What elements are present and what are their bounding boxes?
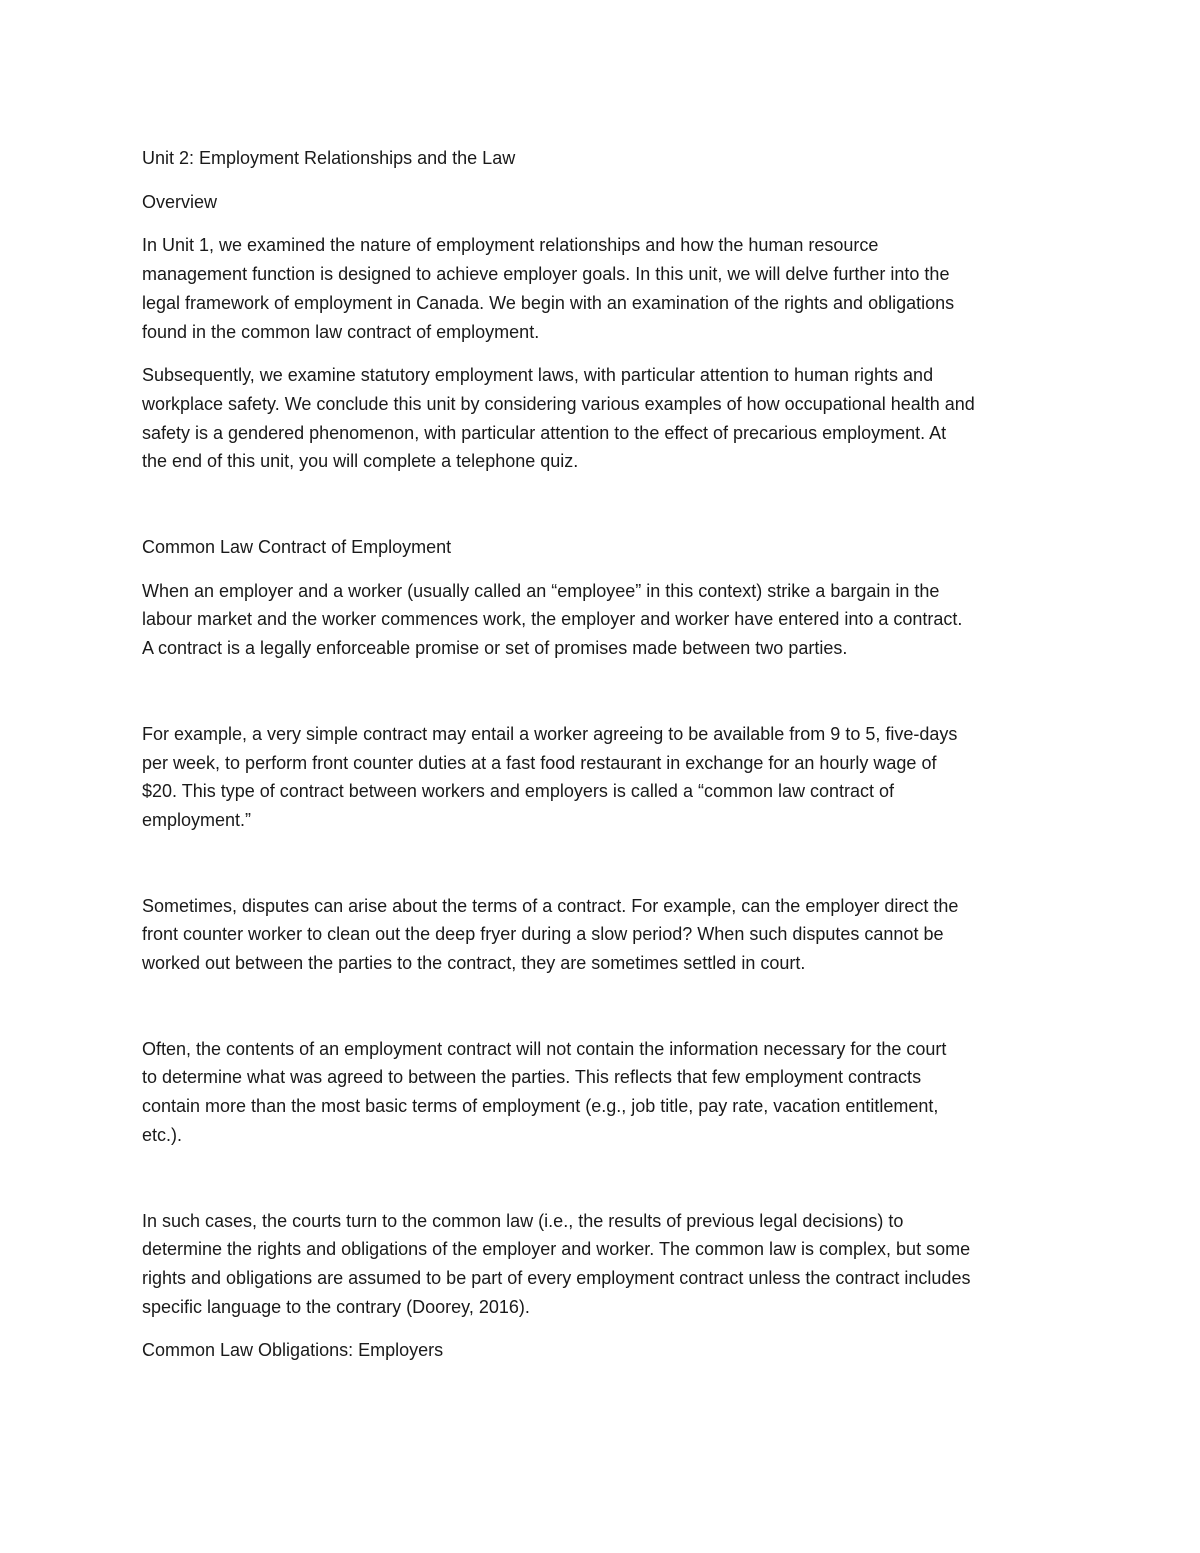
document-body — [142, 144, 1072, 1365]
contract-paragraph-4: Often, the contents of an employment contract will not contain the information necessary for the court to determine what was agreed to between the parties. This reflects that few employment contracts contain more than the most basic terms of employment (e.g., job title, pay rate, vacation entitlement, etc.). — [142, 1038, 947, 1145]
overview-paragraph-2: Subsequently, we examine statutory employment laws, with particular attention to human rights and workplace safety. We conclude this unit by considering various examples of how occupational health and safety is a gendered phenomenon, with particular attention to the effect of precarious employment. At the end of this unit, you will complete a telephone quiz. — [142, 365, 975, 472]
contract-paragraph-3: Sometimes, disputes can arise about the terms of a contract. For example, can the employer direct the front counter worker to clean out the deep fryer during a slow period? When such disputes cannot be worked out between the parties to the contract, they are sometimes settled in court. — [142, 895, 959, 974]
overview-heading: Overview — [142, 191, 218, 212]
contract-paragraph-1: When an employer and a worker (usually called an “employee” in this context) strike a bargain in the labour market and the worker commences work, the employer and worker have entered into a contract. A contract is a legally enforceable promise or set of promises made between two parties. — [142, 580, 963, 659]
contract-paragraph-2: For example, a very simple contract may entail a worker agreeing to be available from 9 to 5, five-days per week, to perform front counter duties at a fast food restaurant in exchange for an hourly wage of $20. This type of contract between workers and employers is called a “common law contract of employment.” — [142, 723, 958, 830]
document-title: Unit 2: Employment Relationships and the Law — [142, 148, 516, 168]
obligations-heading: Common Law Obligations: Employers — [142, 1340, 444, 1361]
contract-paragraph-5: In such cases, the courts turn to the common law (i.e., the results of previous legal decisions) to determine the rights and obligations of the employer and worker. The common law is complex, but some rights and obligations are assumed to be part of every employment contract unless the contract includes specific language to the contrary (Doorey, 2016). — [142, 1210, 971, 1317]
overview-paragraph-1: In Unit 1, we examined the nature of employment relationships and how the human resource management function is designed to achieve employer goals. In this unit, we will delve further into the legal framework of employment in Canada. We begin with an examination of the rights and obligations found in the common law contract of employment. — [142, 235, 955, 342]
contract-heading: Common Law Contract of Employment — [142, 537, 452, 558]
